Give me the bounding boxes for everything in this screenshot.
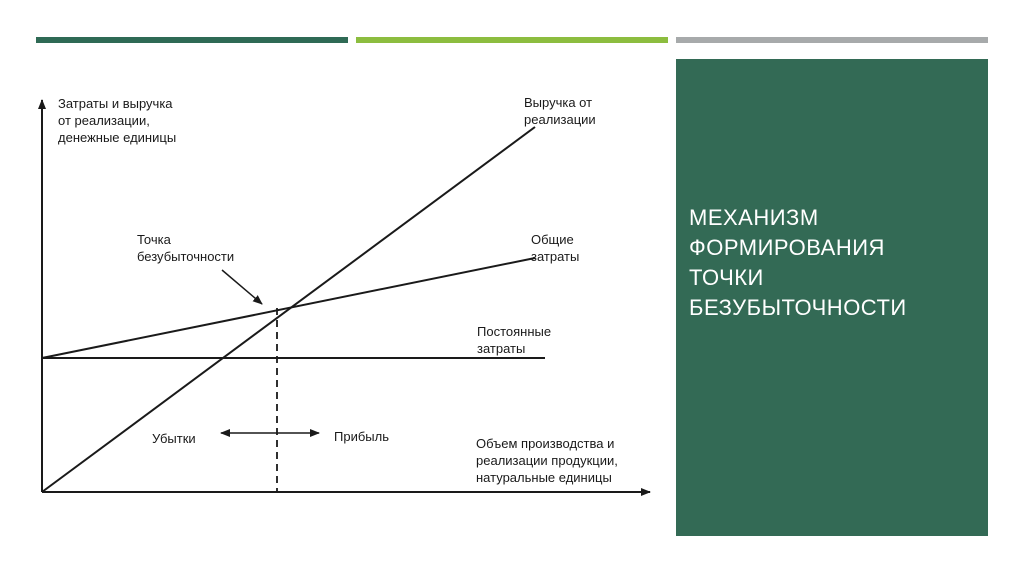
x-axis-label: Объем производства и реализации продукции, натуральные единицы: [476, 436, 618, 485]
accent-bar-gray: [676, 37, 988, 43]
title-panel: [676, 59, 988, 536]
breakeven-label: Точка безубыточности: [137, 232, 235, 264]
y-axis-label: Затраты и выручка от реализации, денежные единицы: [58, 96, 177, 145]
profit-label: Прибыль: [334, 429, 389, 444]
breakeven-pointer-arrow: [222, 270, 262, 304]
slide-title: МЕХАНИЗМ ФОРМИРОВАНИЯ ТОЧКИ БЕЗУБЫТОЧНОСТИ: [689, 205, 907, 320]
total-costs-line: [42, 258, 535, 358]
fixed-costs-label: Постоянные затраты: [477, 324, 552, 356]
revenue-line: [42, 127, 535, 492]
total-costs-label: Общие затраты: [531, 232, 580, 264]
loss-label: Убытки: [152, 431, 196, 446]
revenue-label: Выручка от реализации: [524, 95, 596, 127]
